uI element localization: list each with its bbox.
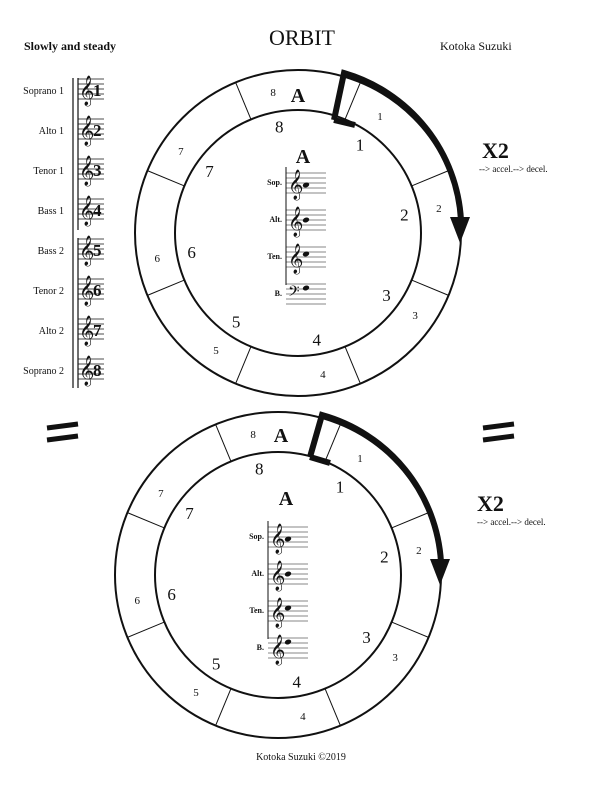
voice-staff — [269, 206, 326, 238]
inner-count-number: 2 — [400, 205, 409, 225]
voice-row — [23, 355, 104, 387]
voice-number: 5 — [93, 241, 102, 260]
section-divider — [412, 280, 449, 295]
staff-label: B. — [256, 643, 264, 652]
staff-label: Ten. — [249, 606, 264, 615]
voice-row — [33, 155, 104, 187]
inner-count-number: 4 — [292, 672, 302, 692]
voice-number: 4 — [93, 201, 102, 220]
treble-clef-icon: 𝄞 — [270, 561, 286, 590]
voice-staff — [275, 283, 326, 304]
equals-sign-right — [483, 424, 514, 440]
arrowhead-icon — [450, 217, 470, 243]
inner-section-label: A — [295, 146, 311, 168]
copyright-footer: Kotoka Suzuki ©2019 — [256, 752, 346, 763]
bass-clef-icon: 𝄢 — [288, 283, 300, 303]
inner-count-number: 3 — [382, 285, 391, 305]
section-divider — [127, 622, 164, 637]
section-divider — [392, 513, 429, 528]
voice-staff — [249, 523, 308, 555]
equals-sign-left — [47, 424, 78, 440]
treble-clef-icon: 𝄞 — [288, 170, 304, 199]
treble-clef-icon: 𝄞 — [79, 276, 95, 305]
inner-count-number: 8 — [254, 459, 264, 479]
voice-row — [38, 235, 104, 267]
outer-count-number: 4 — [320, 368, 326, 381]
treble-clef-icon: 𝄞 — [79, 236, 95, 265]
inner-count-number: 3 — [362, 627, 371, 647]
section-divider — [127, 513, 164, 528]
section-divider — [392, 622, 429, 637]
voice-number: 6 — [93, 281, 102, 300]
inner-count-number: 5 — [211, 654, 221, 674]
outer-count-number: 6 — [154, 252, 160, 265]
section-divider — [325, 689, 340, 726]
outer-count-number: 8 — [250, 429, 256, 442]
outer-count-number: 3 — [392, 652, 398, 665]
outer-count-number: 1 — [377, 110, 383, 123]
outer-count-number: 4 — [300, 710, 306, 723]
tempo-marking: Slowly and steady — [24, 39, 117, 53]
section-divider — [236, 347, 251, 384]
page-title: ORBIT — [269, 25, 335, 50]
outer-count-number: 8 — [270, 87, 276, 100]
treble-clef-icon: 𝄞 — [270, 524, 286, 553]
treble-clef-icon: 𝄞 — [270, 598, 286, 627]
voice-staff — [267, 169, 326, 201]
section-divider — [216, 424, 231, 461]
treble-clef-icon: 𝄞 — [79, 156, 95, 185]
voice-number: 7 — [93, 321, 102, 340]
orbit-diagram-1 — [135, 70, 470, 396]
inner-count-number: 1 — [355, 135, 365, 155]
staff-label: Alt. — [251, 569, 264, 578]
voice-label: Alto 2 — [38, 326, 64, 337]
voice-label: Alto 1 — [38, 126, 64, 137]
voice-label: Bass 2 — [37, 246, 64, 257]
outer-count-number: 2 — [436, 203, 442, 216]
staff-label: B. — [274, 289, 282, 298]
orbit-direction-arrow — [334, 73, 461, 220]
inner-count-number: 6 — [167, 584, 176, 604]
outer-count-number: 5 — [213, 345, 219, 358]
section-label: A — [290, 85, 306, 107]
section-divider — [412, 171, 449, 186]
voice-staff — [251, 560, 308, 592]
treble-clef-icon: 𝄞 — [79, 116, 95, 145]
note-head — [302, 285, 310, 292]
staff-label: Sop. — [249, 532, 264, 541]
outer-count-number: 6 — [134, 594, 140, 607]
composer-name: Kotoka Suzuki — [440, 39, 512, 53]
staff-label: Sop. — [267, 178, 282, 187]
inner-count-number: 7 — [205, 162, 214, 182]
voice-number: 2 — [93, 121, 102, 140]
inner-count-number: 5 — [231, 312, 241, 332]
outer-count-number: 5 — [193, 687, 199, 700]
voice-number: 3 — [93, 161, 102, 180]
arrowhead-icon — [430, 559, 450, 585]
voice-label: Soprano 1 — [23, 86, 64, 97]
voice-list — [23, 75, 104, 388]
voice-number: 8 — [93, 361, 102, 380]
voice-row — [38, 195, 104, 227]
section-divider — [325, 424, 340, 461]
orbit-direction-arrow — [310, 415, 441, 562]
voice-row — [39, 115, 104, 147]
treble-clef-icon: 𝄞 — [79, 196, 95, 225]
outer-count-number: 2 — [416, 545, 422, 558]
section-divider — [216, 689, 231, 726]
repeat-marking: X2 — [482, 138, 509, 163]
arrow-start-tick — [334, 120, 355, 125]
outer-count-number: 3 — [412, 310, 418, 323]
treble-clef-icon: 𝄞 — [288, 244, 304, 273]
voice-staff — [267, 243, 326, 275]
treble-clef-icon: 𝄞 — [79, 76, 95, 105]
outer-count-number: 1 — [357, 452, 363, 465]
orbit-diagram-2 — [115, 412, 450, 738]
voice-row — [23, 75, 104, 107]
inner-count-number: 6 — [187, 242, 196, 262]
section-divider — [147, 280, 184, 295]
tempo-change: --> accel.--> decel. — [477, 517, 546, 527]
voice-label: Tenor 1 — [33, 166, 64, 177]
tempo-change: --> accel.--> decel. — [479, 164, 548, 174]
outer-count-number: 7 — [158, 487, 164, 500]
voice-staff — [257, 634, 308, 666]
section-divider — [345, 347, 360, 384]
treble-clef-icon: 𝄞 — [288, 207, 304, 236]
inner-count-number: 7 — [185, 504, 194, 524]
inner-count-number: 8 — [274, 117, 284, 137]
section-divider — [236, 82, 251, 119]
voice-row — [39, 315, 104, 347]
staff-label: Ten. — [267, 252, 282, 261]
voice-number: 1 — [93, 81, 102, 100]
treble-clef-icon: 𝄞 — [270, 635, 286, 664]
voice-label: Soprano 2 — [23, 366, 64, 377]
voice-row — [33, 275, 104, 307]
section-label: A — [273, 425, 289, 447]
inner-count-number: 1 — [335, 477, 345, 497]
repeat-marking: X2 — [477, 491, 504, 516]
staff-label: Alt. — [269, 215, 282, 224]
treble-clef-icon: 𝄞 — [79, 356, 95, 385]
inner-count-number: 4 — [312, 330, 322, 350]
section-divider — [345, 82, 360, 119]
voice-label: Bass 1 — [37, 206, 64, 217]
voice-label: Tenor 2 — [33, 286, 64, 297]
voice-staff — [249, 597, 308, 629]
outer-count-number: 7 — [178, 145, 184, 158]
section-divider — [147, 171, 184, 186]
inner-count-number: 2 — [380, 547, 389, 567]
inner-section-label: A — [278, 488, 294, 510]
treble-clef-icon: 𝄞 — [79, 316, 95, 345]
